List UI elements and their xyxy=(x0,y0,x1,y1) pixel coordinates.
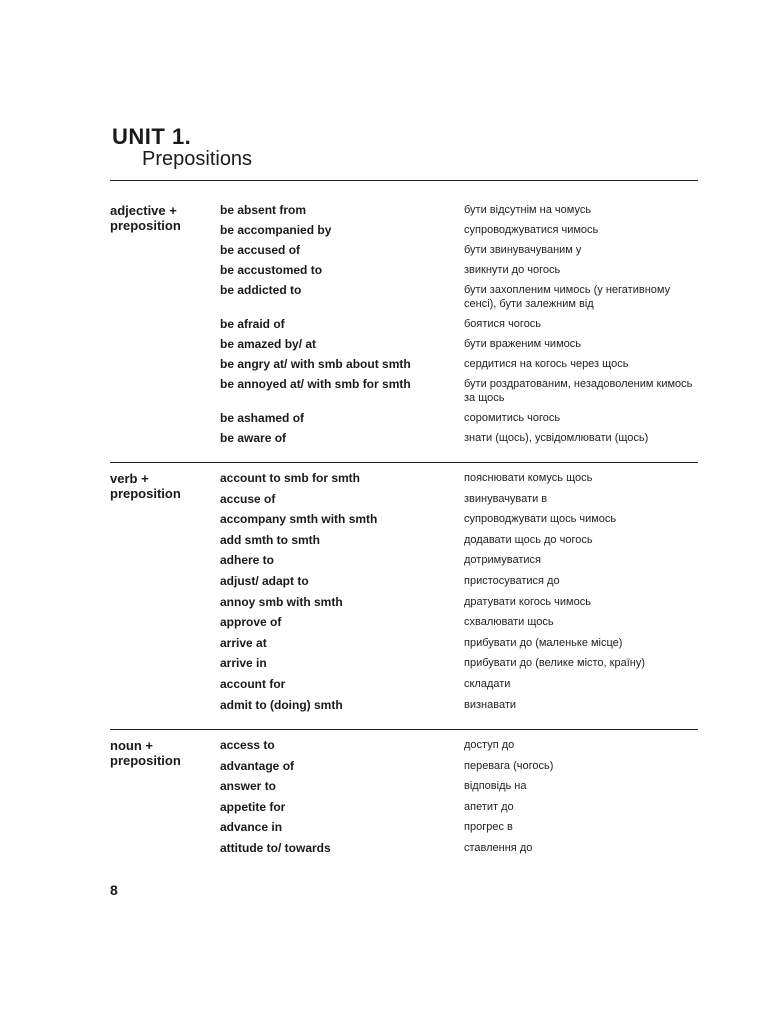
entry-english: advance in xyxy=(220,820,283,835)
entry-english: attitude to/ towards xyxy=(220,841,331,855)
entry-english: arrive at xyxy=(220,635,267,650)
entry-english: account for xyxy=(220,677,286,691)
section-rule xyxy=(110,729,698,730)
section-label: noun + preposition xyxy=(110,738,181,768)
entry-ukrainian: сердитися на когось через щось xyxy=(464,358,629,370)
entry-ukrainian: прибувати до (маленьке місце) xyxy=(464,636,623,649)
entry-english: accuse of xyxy=(220,491,276,506)
entry-ukrainian: звикнути до чогось xyxy=(464,264,561,276)
entry-english: be addicted to xyxy=(220,283,302,297)
entry-ukrainian: схвалювати щось xyxy=(464,616,554,629)
entry-english: advantage of xyxy=(220,758,295,773)
entry-english: accompany smth with smth xyxy=(220,512,378,527)
entry-ukrainian: дратувати когось чимось xyxy=(464,595,591,608)
entry-ukrainian: соромитись чогось xyxy=(464,412,561,424)
page-number: 8 xyxy=(110,882,118,898)
entry-ukrainian: боятися чогось xyxy=(464,318,542,330)
entry-english: adhere to xyxy=(220,553,275,568)
entry-english: be amazed by/ at xyxy=(220,337,317,351)
entry-english: annoy smb with smth xyxy=(220,594,343,609)
entry-ukrainian: складати xyxy=(464,678,511,690)
entry-ukrainian: бути відсутнім на чомусь xyxy=(464,204,592,216)
entry-ukrainian: апетит до xyxy=(464,800,514,813)
entry-ukrainian: пристосуватися до xyxy=(464,575,560,587)
entry-english: be annoyed at/ with smb for smth xyxy=(220,377,411,391)
entry-english: adjust/ adapt to xyxy=(220,574,309,588)
entry-english: access to xyxy=(220,738,275,752)
entry-english: be afraid of xyxy=(220,317,285,331)
entry-ukrainian: знати (щось), усвідомлювати (щось) xyxy=(464,432,649,444)
entry-english: be aware of xyxy=(220,431,287,445)
entry-ukrainian: бути враженим чимось xyxy=(464,338,581,350)
entry-ukrainian: звинувачувати в xyxy=(464,492,548,505)
section-rule xyxy=(110,462,698,463)
entry-ukrainian: супроводжувати щось чимось xyxy=(464,513,617,526)
entry-ukrainian: додавати щось до чогось xyxy=(464,533,593,546)
entry-english: be accused of xyxy=(220,243,301,257)
entry-english: admit to (doing) smth xyxy=(220,697,343,712)
entry-english: appetite for xyxy=(220,799,286,814)
entry-ukrainian: визнавати xyxy=(464,698,517,711)
entry-ukrainian: перевага (чогось) xyxy=(464,759,554,772)
entry-english: add smth to smth xyxy=(220,532,321,547)
entry-ukrainian: доступ до xyxy=(464,739,515,751)
entry-ukrainian: супроводжуватися чимось xyxy=(464,224,599,236)
section-noun-preposition xyxy=(110,738,710,868)
entry-ukrainian: прибувати до (велике місто, країну) xyxy=(464,657,646,670)
entry-ukrainian: дотримуватися xyxy=(464,554,542,567)
entry-english: be accompanied by xyxy=(220,223,332,237)
section-label: adjective + preposition xyxy=(110,203,181,233)
entry-ukrainian: відповідь на xyxy=(464,780,527,793)
entry-ukrainian: пояснювати комусь щось xyxy=(464,472,593,484)
entry-ukrainian: ставлення до xyxy=(464,842,533,854)
unit-subtitle: Prepositions xyxy=(142,148,253,170)
entry-ukrainian: бути роздратованим, незадоволеним кимось за щось xyxy=(464,378,693,404)
entry-english: answer to xyxy=(220,779,277,794)
entry-english: arrive in xyxy=(220,656,267,671)
section-verb-preposition xyxy=(110,471,710,721)
unit-title: UNIT 1. xyxy=(112,124,192,149)
entry-ukrainian: бути захопленим чимось (у негативному сенсі), бути залежним від xyxy=(464,284,671,310)
header-rule xyxy=(110,180,698,181)
entry-english: be angry at/ with smb about smth xyxy=(220,357,411,371)
entry-english: be ashamed of xyxy=(220,411,305,425)
entry-ukrainian: бути звинувачуваним у xyxy=(464,244,582,256)
entry-ukrainian: прогрес в xyxy=(464,821,513,834)
section-adjective-preposition xyxy=(110,203,710,453)
entry-english: approve of xyxy=(220,615,282,630)
entry-english: account to smb for smth xyxy=(220,471,361,485)
entry-english: be accustomed to xyxy=(220,263,323,277)
section-label: verb + preposition xyxy=(110,471,181,501)
entry-english: be absent from xyxy=(220,203,307,217)
